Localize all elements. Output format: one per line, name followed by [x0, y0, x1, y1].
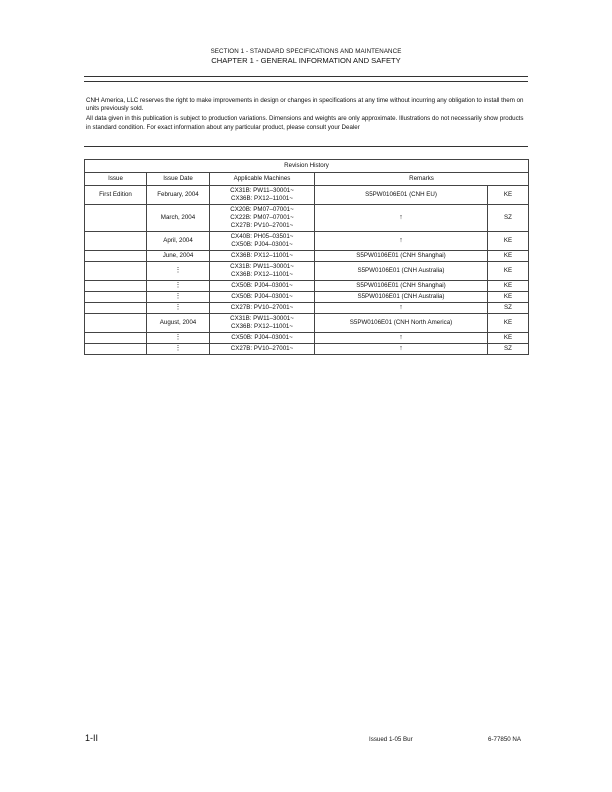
- column-header: Issue: [85, 173, 147, 186]
- page-header: [0, 47, 612, 66]
- remarks-cell: ↑: [315, 205, 488, 232]
- issue-cell: [85, 262, 147, 281]
- section-title: SECTION 1 - STANDARD SPECIFICATIONS AND MAINTENANCE: [210, 48, 402, 55]
- issue-cell: [85, 281, 147, 292]
- machines-cell: [210, 232, 315, 251]
- issue-cell: [85, 303, 147, 314]
- column-header: Issue Date: [147, 173, 210, 186]
- code-cell: KE: [488, 186, 529, 205]
- issue-date-cell: February, 2004: [147, 186, 210, 205]
- remarks-cell: S5PW0106E01 (CNH Australia): [315, 262, 488, 281]
- issue-date-cell: ⋮: [147, 333, 210, 344]
- issue-cell: [85, 314, 147, 333]
- code-cell: KE: [488, 281, 529, 292]
- table-row: [85, 281, 529, 292]
- table-body: [85, 186, 529, 355]
- machine-line: CX27B: PV10–27001~: [230, 345, 294, 352]
- code-cell: KE: [488, 251, 529, 262]
- divider: [84, 146, 528, 147]
- issue-cell: [85, 292, 147, 303]
- table-row: [85, 232, 529, 251]
- page-number: 1-II: [85, 733, 99, 743]
- table-row: [85, 333, 529, 344]
- issue-info: Issued 1-05 Bur: [369, 736, 413, 743]
- issue-cell: First Edition: [85, 186, 147, 205]
- issue-date-cell: ⋮: [147, 262, 210, 281]
- remarks-cell: ↑: [315, 303, 488, 314]
- code-cell: SZ: [488, 344, 529, 355]
- machines-cell: [210, 333, 315, 344]
- machines-cell: [210, 303, 315, 314]
- divider: [84, 76, 528, 77]
- issue-cell: [85, 251, 147, 262]
- machine-line: CX36B: PX12–11001~: [231, 271, 293, 278]
- machine-line: CX27B: PV10–27001~: [230, 304, 294, 311]
- issue-cell: [85, 232, 147, 251]
- machines-cell: [210, 292, 315, 303]
- machines-cell: [210, 344, 315, 355]
- intro-paragraph-2: All data given in this publication is subject to production variations. Dimensions and weights are only approximate. Illustrations do not necessarily show products in standard condition. For exact information about any particular product, please consult your Dealer: [86, 115, 524, 131]
- intro-paragraph-1: CNH America, LLC reserves the right to make improvements in design or changes in specifications at any time without incurring any obligation to install them on units previously sold.: [86, 97, 524, 113]
- issue-cell: [85, 344, 147, 355]
- revision-history-table: [84, 159, 529, 355]
- machines-cell: [210, 251, 315, 262]
- code-cell: KE: [488, 314, 529, 333]
- remarks-cell: ↑: [315, 344, 488, 355]
- column-header: Applicable Machines: [210, 173, 315, 186]
- code-cell: KE: [488, 292, 529, 303]
- remarks-cell: S5PW0106E01 (CNH Shanghai): [315, 281, 488, 292]
- table-title: Revision History: [85, 160, 529, 173]
- machine-line: CX20B: PM07–07001~: [230, 206, 294, 213]
- machine-line: CX31B: PW11–30001~: [230, 263, 294, 270]
- part-number: 6-77850 NA: [488, 736, 522, 743]
- machine-line: CX50B: PJ04–03001~: [231, 334, 293, 341]
- remarks-cell: S5PW0106E01 (CNH EU): [315, 186, 488, 205]
- machines-cell: [210, 314, 315, 333]
- table-row: [85, 262, 529, 281]
- machine-line: CX36B: PX12–11001~: [231, 195, 293, 202]
- chapter-title: CHAPTER 1 - GENERAL INFORMATION AND SAFETY: [211, 56, 401, 65]
- table-row: [85, 251, 529, 262]
- table-row: [85, 344, 529, 355]
- machine-line: CX31B: PW11–30001~: [230, 187, 294, 194]
- machine-line: CX40B: PH05–03501~: [230, 233, 294, 240]
- table-row: [85, 186, 529, 205]
- remarks-cell: S5PW0106E01 (CNH Australia): [315, 292, 488, 303]
- machines-cell: [210, 262, 315, 281]
- issue-cell: [85, 333, 147, 344]
- machine-line: CX36B: PX12–11001~: [231, 252, 293, 259]
- table-row: [85, 303, 529, 314]
- table-row: [85, 314, 529, 333]
- intro-text: [86, 97, 528, 134]
- issue-date-cell: April, 2004: [147, 232, 210, 251]
- machine-line: CX50B: PJ04–03001~: [231, 282, 293, 289]
- divider: [84, 81, 528, 82]
- issue-date-cell: ⋮: [147, 344, 210, 355]
- column-header: Remarks: [315, 173, 529, 186]
- remarks-cell: S5PW0106E01 (CNH North America): [315, 314, 488, 333]
- code-cell: SZ: [488, 303, 529, 314]
- table-row: [85, 205, 529, 232]
- machines-cell: [210, 281, 315, 292]
- machine-line: CX50B: PJ04–03001~: [231, 241, 293, 248]
- issue-cell: [85, 205, 147, 232]
- issue-date-cell: August, 2004: [147, 314, 210, 333]
- machines-cell: [210, 186, 315, 205]
- machine-line: CX22B: PM07–07001~: [230, 214, 294, 221]
- code-cell: KE: [488, 232, 529, 251]
- machine-line: CX50B: PJ04–03001~: [231, 293, 293, 300]
- code-cell: SZ: [488, 205, 529, 232]
- machine-line: CX31B: PW11–30001~: [230, 315, 294, 322]
- table-row: [85, 292, 529, 303]
- code-cell: KE: [488, 262, 529, 281]
- code-cell: KE: [488, 333, 529, 344]
- remarks-cell: ↑: [315, 232, 488, 251]
- machine-line: CX27B: PV10–27001~: [230, 222, 294, 229]
- issue-date-cell: ⋮: [147, 292, 210, 303]
- issue-date-cell: ⋮: [147, 303, 210, 314]
- remarks-cell: ↑: [315, 333, 488, 344]
- issue-date-cell: March, 2004: [147, 205, 210, 232]
- issue-date-cell: June, 2004: [147, 251, 210, 262]
- machines-cell: [210, 205, 315, 232]
- issue-date-cell: ⋮: [147, 281, 210, 292]
- machine-line: CX36B: PX12–11001~: [231, 323, 293, 330]
- remarks-cell: S5PW0106E01 (CNH Shanghai): [315, 251, 488, 262]
